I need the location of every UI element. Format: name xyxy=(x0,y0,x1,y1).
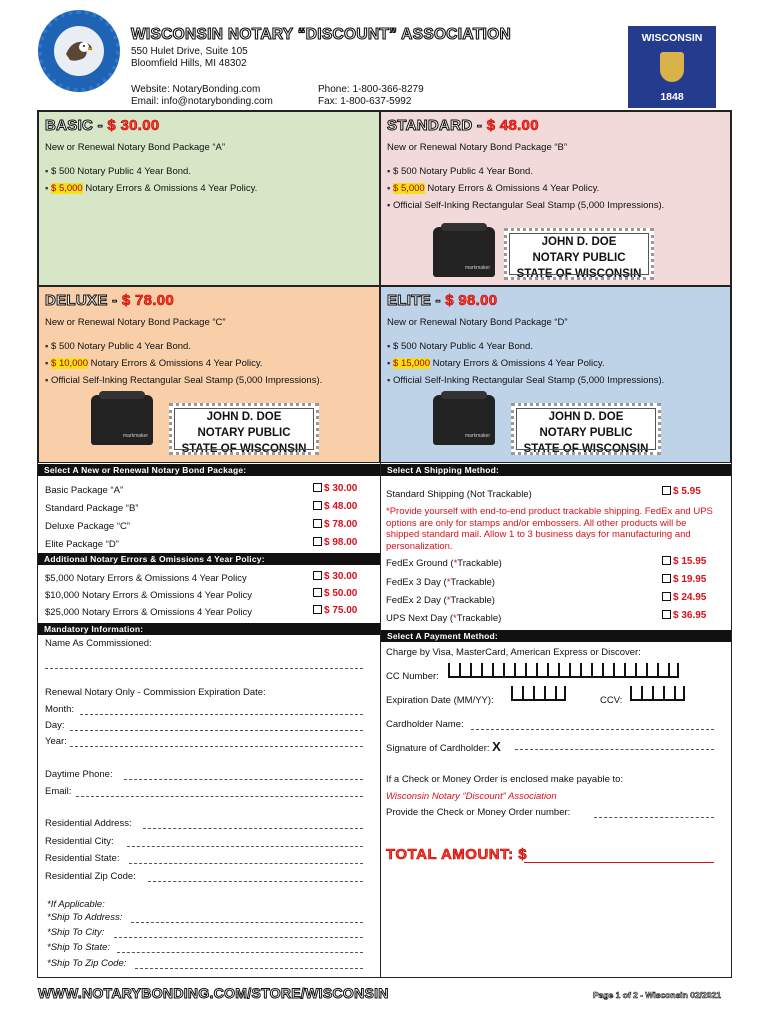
package-elite xyxy=(380,286,731,463)
package-elite-title: ELITE - $ 98.00 xyxy=(387,292,498,309)
basic-package-option: Basic Package “A” xyxy=(45,485,124,496)
package-elite-items xyxy=(387,338,730,389)
phone-label: Daytime Phone: xyxy=(45,769,113,780)
ship-state-field[interactable] xyxy=(117,952,363,953)
package-basic-items xyxy=(45,163,379,197)
list-item: ▪ $ 500 Notary Public 4 Year Bond. xyxy=(387,163,730,180)
list-item: ▪ Official Self-Inking Rectangular Seal Stamp (5,000 Impressions). xyxy=(387,372,730,389)
website[interactable]: Website: NotaryBonding.com xyxy=(131,84,261,95)
package-standard-title: STANDARD - $ 48.00 xyxy=(387,117,539,134)
eagle-icon xyxy=(54,26,104,76)
eo-10000-option: $10,000 Notary Errors & Omissions 4 Year Policy xyxy=(45,590,252,601)
year-field[interactable] xyxy=(70,746,363,747)
email-label: Email: xyxy=(45,786,72,797)
email[interactable]: Email: info@notarybonding.com xyxy=(131,96,273,107)
day-label: Day: xyxy=(45,720,65,731)
list-item: ▪ $ 10,000 Notary Errors & Omissions 4 Year Policy. xyxy=(45,355,379,372)
standard-package-option: Standard Package “B” xyxy=(45,503,139,514)
res-address-label: Residential Address: xyxy=(45,818,132,829)
ship-city-field[interactable] xyxy=(114,937,363,938)
list-item: ▪ $ 15,000 Notary Errors & Omissions 4 Year Policy. xyxy=(387,355,730,372)
package-deluxe xyxy=(38,286,380,463)
check-number-label: Provide the Check or Money Order number: xyxy=(386,807,571,818)
list-item: ▪ $ 5,000 Notary Errors & Omissions 4 Year Policy. xyxy=(45,180,379,197)
package-select-heading: Select A New or Renewal Notary Bond Package: xyxy=(38,464,380,476)
eo-25000-option: $25,000 Notary Errors & Omissions 4 Year Policy xyxy=(45,607,252,618)
list-item: ▪ Official Self-Inking Rectangular Seal Stamp (5,000 Impressions). xyxy=(45,372,379,389)
name-field[interactable] xyxy=(45,668,363,669)
payment-heading: Select A Payment Method: xyxy=(381,630,731,642)
stamp-icon: markmaker xyxy=(433,227,495,277)
name-label: Name As Commissioned: xyxy=(45,638,152,649)
fedex-3day-option: FedEx 3 Day (*Trackable) xyxy=(386,577,495,588)
column-divider xyxy=(380,463,381,978)
res-zip-field[interactable] xyxy=(148,881,363,882)
stamp-icon: markmaker xyxy=(433,395,495,445)
package-basic-subtitle: New or Renewal Notary Bond Package “A” xyxy=(45,142,226,153)
list-item: ▪ $ 500 Notary Public 4 Year Bond. xyxy=(387,338,730,355)
package-deluxe-items xyxy=(45,338,379,389)
shipping-note: *Provide yourself with end-to-end product trackable shipping. FedEx and UPS options are only for stamps and/or embossers. All other products will be shipped standard mail. Allow 1 to 3 business days for manufacturing and personalization. xyxy=(386,506,713,552)
package-elite-subtitle: New or Renewal Notary Bond Package “D” xyxy=(387,317,568,328)
package-deluxe-subtitle: New or Renewal Notary Bond Package “C” xyxy=(45,317,226,328)
fedex-ground-checkbox[interactable]: $ 15.95 xyxy=(662,556,706,567)
ship-state-label: *Ship To State: xyxy=(47,942,111,953)
if-applicable-label: *If Applicable: xyxy=(47,899,105,910)
list-item: ▪ $ 5,000 Notary Errors & Omissions 4 Year Policy. xyxy=(387,180,730,197)
package-standard-items xyxy=(387,163,730,214)
notary-bonding-seal-logo xyxy=(38,10,120,92)
crest-icon xyxy=(660,52,684,82)
mandatory-heading: Mandatory Information: xyxy=(38,623,380,635)
wisconsin-flag xyxy=(628,26,716,108)
standard-package-checkbox[interactable]: $ 48.00 xyxy=(313,501,357,512)
month-label: Month: xyxy=(45,704,75,715)
deluxe-package-checkbox[interactable]: $ 78.00 xyxy=(313,519,357,530)
cc-number-field[interactable] xyxy=(448,663,679,678)
ccv-field[interactable] xyxy=(630,686,685,701)
fedex-2day-option: FedEx 2 Day (*Trackable) xyxy=(386,595,495,606)
expiration-field[interactable] xyxy=(511,686,566,701)
deluxe-package-option: Deluxe Package “C” xyxy=(45,521,131,532)
cardholder-label: Cardholder Name: xyxy=(386,719,464,730)
eo-25000-checkbox[interactable]: $ 75.00 xyxy=(313,605,357,616)
res-city-field[interactable] xyxy=(127,846,363,847)
res-city-label: Residential City: xyxy=(45,836,114,847)
res-state-label: Residential State: xyxy=(45,853,120,864)
fedex-3day-checkbox[interactable]: $ 19.95 xyxy=(662,574,706,585)
standard-shipping-checkbox[interactable]: $ 5.95 xyxy=(662,486,701,497)
cardholder-field[interactable] xyxy=(471,729,714,730)
flag-year: 1848 xyxy=(660,91,684,103)
eo-5000-option: $5,000 Notary Errors & Omissions 4 Year Policy xyxy=(45,573,247,584)
package-deluxe-title: DELUXE - $ 78.00 xyxy=(45,292,175,309)
list-item: ▪ $ 500 Notary Public 4 Year Bond. xyxy=(45,163,379,180)
check-number-field[interactable] xyxy=(594,817,714,818)
fax: Fax: 1-800-637-5992 xyxy=(318,96,412,107)
ups-next-day-option: UPS Next Day (*Trackable) xyxy=(386,613,502,624)
package-basic xyxy=(38,111,380,286)
eo-heading: Additional Notary Errors & Omissions 4 Year Policy: xyxy=(38,553,380,565)
phone: Phone: 1-800-366-8279 xyxy=(318,84,424,95)
seal-impression: JOHN D. DOE NOTARY PUBLIC STATE OF WISCONSIN xyxy=(504,228,654,280)
ship-city-label: *Ship To City: xyxy=(47,927,105,938)
check-label: If a Check or Money Order is enclosed make payable to: xyxy=(386,774,624,785)
ccv-label: CCV: xyxy=(600,695,623,706)
total-amount-field[interactable] xyxy=(524,862,714,863)
ship-zip-label: *Ship To Zip Code: xyxy=(47,958,127,969)
ship-address-label: *Ship To Address: xyxy=(47,912,123,923)
email-field[interactable] xyxy=(76,796,363,797)
seal-impression: JOHN D. DOE NOTARY PUBLIC STATE OF WISCONSIN xyxy=(169,403,319,455)
res-state-field[interactable] xyxy=(129,863,363,864)
expiration-label: Expiration Date (MM/YY): xyxy=(386,695,494,706)
list-item: ▪ Official Self-Inking Rectangular Seal Stamp (5,000 Impressions). xyxy=(387,197,730,214)
basic-package-checkbox[interactable]: $ 30.00 xyxy=(313,483,357,494)
signature-label: Signature of Cardholder: X xyxy=(386,739,501,754)
year-label: Year: xyxy=(45,736,67,747)
fedex-2day-checkbox[interactable]: $ 24.95 xyxy=(662,592,706,603)
package-basic-title: BASIC - $ 30.00 xyxy=(45,117,160,134)
eo-5000-checkbox[interactable]: $ 30.00 xyxy=(313,571,357,582)
page-number: Page 1 of 2 - Wisconsin 02/2021 xyxy=(593,990,721,1000)
payee-name: Wisconsin Notary “Discount” Association xyxy=(386,791,557,802)
fedex-ground-option: FedEx Ground (*Trackable) xyxy=(386,558,502,569)
day-field[interactable] xyxy=(70,730,363,731)
list-item: ▪ $ 500 Notary Public 4 Year Bond. xyxy=(45,338,379,355)
stamp-icon: markmaker xyxy=(91,395,153,445)
footer-url[interactable]: WWW.NOTARYBONDING.COM/STORE/WISCONSIN xyxy=(38,985,389,1001)
standard-shipping-option: Standard Shipping (Not Trackable) xyxy=(386,489,532,500)
month-field[interactable] xyxy=(80,714,363,715)
ups-next-day-checkbox[interactable]: $ 36.95 xyxy=(662,610,706,621)
ship-zip-field[interactable] xyxy=(135,968,363,969)
package-standard-subtitle: New or Renewal Notary Bond Package “B” xyxy=(387,142,568,153)
res-address-field[interactable] xyxy=(143,828,363,829)
elite-package-option: Elite Package “D” xyxy=(45,539,119,550)
seal-impression: JOHN D. DOE NOTARY PUBLIC STATE OF WISCONSIN xyxy=(511,403,661,455)
page-title: WISCONSIN NOTARY “DISCOUNT” ASSOCIATION xyxy=(131,26,511,43)
eo-10000-checkbox[interactable]: $ 50.00 xyxy=(313,588,357,599)
package-standard xyxy=(380,111,731,286)
phone-field[interactable] xyxy=(124,779,363,780)
signature-field[interactable] xyxy=(515,749,714,750)
cc-label: CC Number: xyxy=(386,671,439,682)
elite-package-checkbox[interactable]: $ 98.00 xyxy=(313,537,357,548)
flag-top-text: WISCONSIN xyxy=(641,32,703,44)
ship-address-field[interactable] xyxy=(131,922,363,923)
total-amount-label: TOTAL AMOUNT: $ xyxy=(386,846,528,863)
charge-label: Charge by Visa, MasterCard, American Express or Discover: xyxy=(386,647,641,658)
renewal-label: Renewal Notary Only - Commission Expiration Date: xyxy=(45,687,266,698)
shipping-heading: Select A Shipping Method: xyxy=(381,464,731,476)
res-zip-label: Residential Zip Code: xyxy=(45,871,136,882)
address-line-1: 550 Hulet Drive, Suite 105 xyxy=(131,46,248,57)
address-line-2: Bloomfield Hills, MI 48302 xyxy=(131,58,247,69)
